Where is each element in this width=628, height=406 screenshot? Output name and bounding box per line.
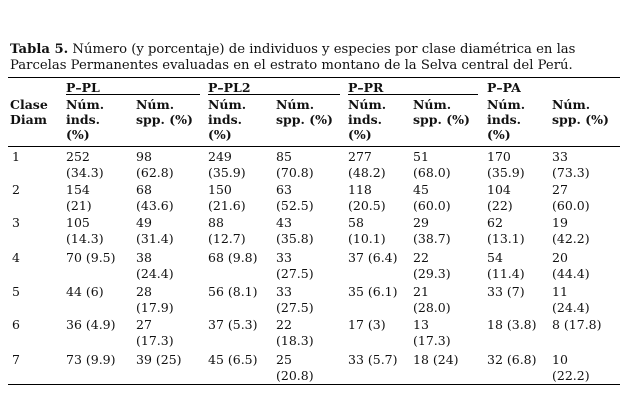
- table-cell: 62 (13.1): [487, 215, 525, 246]
- row-class-label: 6: [12, 317, 20, 332]
- column-header: Núm. inds. (%): [208, 97, 247, 142]
- row-header-label: Clase Diam: [10, 97, 48, 127]
- group-header: P–PL2: [208, 80, 251, 95]
- table-cell: 70 (9.5): [66, 250, 116, 265]
- table-cell: 33 (5.7): [348, 352, 398, 367]
- row-class-label: 1: [12, 149, 20, 164]
- table-cell: 32 (6.8): [487, 352, 537, 367]
- row-class-label: 2: [12, 182, 20, 197]
- column-header: Núm. inds. (%): [348, 97, 387, 142]
- column-header: Núm. spp. (%): [276, 97, 333, 127]
- table-cell: 88 (12.7): [208, 215, 246, 246]
- table-cell: 43 (35.8): [276, 215, 314, 246]
- table-cell: 22 (18.3): [276, 317, 314, 348]
- column-header: Núm. spp. (%): [136, 97, 193, 127]
- table-cell: 105 (14.3): [66, 215, 104, 246]
- table-cell: 45 (6.5): [208, 352, 258, 367]
- row-class-label: 3: [12, 215, 20, 230]
- column-header: Núm. inds. (%): [66, 97, 105, 142]
- table-cell: 37 (6.4): [348, 250, 398, 265]
- table-cell: 27 (60.0): [552, 182, 590, 213]
- table-cell: 118 (20.5): [348, 182, 386, 213]
- table-cell: 29 (38.7): [413, 215, 451, 246]
- table-cell: 36 (4.9): [66, 317, 116, 332]
- row-class-label: 4: [12, 250, 20, 265]
- table-cell: 28 (17.9): [136, 284, 174, 315]
- group-header: P–PL: [66, 80, 100, 95]
- table-cell: 277 (48.2): [348, 149, 386, 180]
- row-class-label: 7: [12, 352, 20, 367]
- table-cell: 252 (34.3): [66, 149, 104, 180]
- table-cell: 19 (42.2): [552, 215, 590, 246]
- table-cell: 20 (44.4): [552, 250, 590, 281]
- table-cell: 249 (35.9): [208, 149, 246, 180]
- table-cell: 18 (3.8): [487, 317, 537, 332]
- table-cell: 33 (7): [487, 284, 525, 299]
- column-header: Núm. inds. (%): [487, 97, 526, 142]
- table-cell: 154 (21): [66, 182, 92, 213]
- group-underline: [348, 94, 478, 95]
- table-cell: 27 (17.3): [136, 317, 174, 348]
- table-cell: 104 (22): [487, 182, 513, 213]
- table-cell: 63 (52.5): [276, 182, 314, 213]
- caption-text: Número (y porcentaje) de individuos y especies por clase diamétrica en las Parcelas Permanentes evaluadas en el estrato montano de la Selva central del Perú.: [10, 42, 576, 73]
- table-cell: 58 (10.1): [348, 215, 386, 246]
- table-cell: 51 (68.0): [413, 149, 451, 180]
- row-class-label: 5: [12, 284, 20, 299]
- table-cell: 85 (70.8): [276, 149, 314, 180]
- table-cell: 10 (22.2): [552, 352, 590, 383]
- table-cell: 11 (24.4): [552, 284, 590, 315]
- table-cell: 170 (35.9): [487, 149, 525, 180]
- table-cell: 33 (27.5): [276, 284, 314, 315]
- table-cell: 37 (5.3): [208, 317, 258, 332]
- table-cell: 39 (25): [136, 352, 182, 367]
- table-cell: 68 (43.6): [136, 182, 174, 213]
- table-cell: 21 (28.0): [413, 284, 451, 315]
- table-cell: 150 (21.6): [208, 182, 246, 213]
- table-cell: 18 (24): [413, 352, 459, 367]
- group-underline: [66, 94, 200, 95]
- table-cell: 25 (20.8): [276, 352, 314, 383]
- table-cell: 8 (17.8): [552, 317, 602, 332]
- table-cell: 68 (9.8): [208, 250, 258, 265]
- table-cell: 44 (6): [66, 284, 104, 299]
- table-cell: 56 (8.1): [208, 284, 258, 299]
- table-cell: 33 (73.3): [552, 149, 590, 180]
- table-cell: 35 (6.1): [348, 284, 398, 299]
- caption-label: Tabla 5.: [10, 42, 69, 57]
- table-cell: 45 (60.0): [413, 182, 451, 213]
- column-header: Núm. spp. (%): [552, 97, 609, 127]
- table-cell: 38 (24.4): [136, 250, 174, 281]
- table-bottom-rule: [8, 384, 620, 385]
- table-header-rule: [8, 146, 620, 147]
- group-underline: [208, 94, 340, 95]
- table-cell: 13 (17.3): [413, 317, 451, 348]
- group-header: P–PA: [487, 80, 521, 95]
- group-header: P–PR: [348, 80, 384, 95]
- table-cell: 22 (29.3): [413, 250, 451, 281]
- table-cell: 73 (9.9): [66, 352, 116, 367]
- table-cell: 17 (3): [348, 317, 386, 332]
- table-cell: 33 (27.5): [276, 250, 314, 281]
- table-top-rule: [8, 77, 620, 78]
- column-header: Núm. spp. (%): [413, 97, 470, 127]
- table-cell: 98 (62.8): [136, 149, 174, 180]
- table-cell: 49 (31.4): [136, 215, 174, 246]
- table-cell: 54 (11.4): [487, 250, 525, 281]
- table-caption: [10, 42, 620, 74]
